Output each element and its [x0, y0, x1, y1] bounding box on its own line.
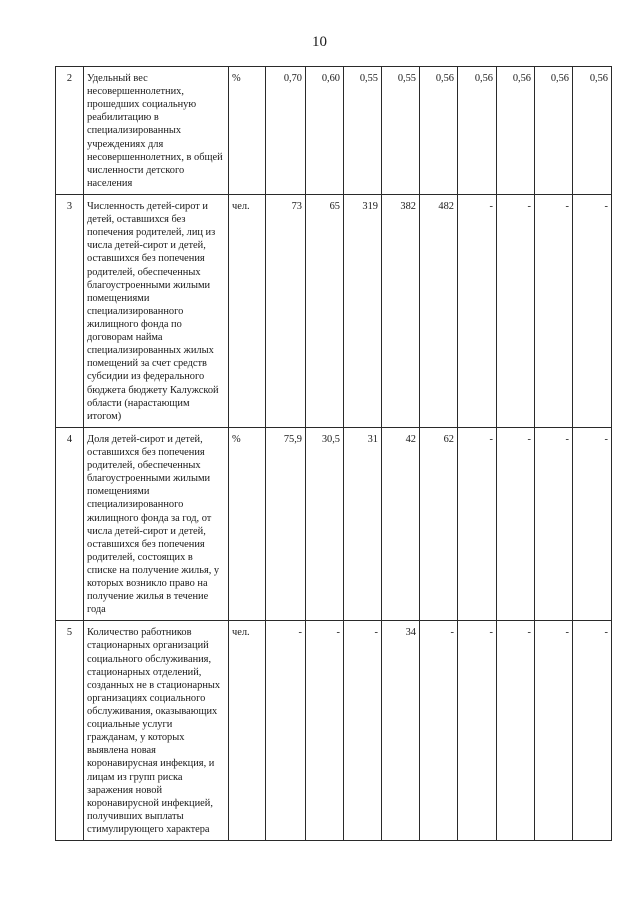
value-cell: 482: [420, 194, 458, 427]
table-body: [56, 67, 612, 841]
value-cell: -: [573, 621, 612, 841]
value-cell: -: [573, 427, 612, 621]
value-cell: 42: [382, 427, 420, 621]
value-cell: 75,9: [266, 427, 306, 621]
unit-cell: чел.: [229, 621, 266, 841]
value-cell: 65: [306, 194, 344, 427]
value-cell: -: [535, 427, 573, 621]
value-cell: 319: [344, 194, 382, 427]
row-number: 5: [56, 621, 84, 841]
value-cell: -: [344, 621, 382, 841]
indicator-name: Количество работников стационарных организаций социального обслуживания, стационарных отделений, созданных не в стационарных организациях социального обслуживания, оказывающих социальные услуги гражданам, у которых выявлена новая коронавирусная инфекция, и лицам из групп риска заражения новой коронавирусной инфекцией, получивших выплаты стимулирующего характера: [84, 621, 229, 841]
indicator-name: Удельный вес несовершеннолетних, прошедших социальную реабилитацию в специализированных учреждениях для несовершеннолетних, в общей численности детского населения: [84, 67, 229, 195]
value-cell: -: [266, 621, 306, 841]
value-cell: 382: [382, 194, 420, 427]
value-cell: -: [535, 194, 573, 427]
value-cell: 0,55: [382, 67, 420, 195]
table-row: [56, 427, 612, 621]
value-cell: -: [458, 621, 497, 841]
value-cell: 30,5: [306, 427, 344, 621]
table-row: [56, 67, 612, 195]
value-cell: 31: [344, 427, 382, 621]
unit-cell: %: [229, 67, 266, 195]
table-row: [56, 194, 612, 427]
unit-cell: чел.: [229, 194, 266, 427]
value-cell: 0,60: [306, 67, 344, 195]
value-cell: -: [497, 194, 535, 427]
row-number: 3: [56, 194, 84, 427]
value-cell: -: [497, 427, 535, 621]
indicators-table: [55, 66, 612, 841]
page-number: 10: [312, 34, 327, 50]
value-cell: -: [573, 194, 612, 427]
row-number: 4: [56, 427, 84, 621]
value-cell: -: [420, 621, 458, 841]
value-cell: 0,56: [497, 67, 535, 195]
value-cell: -: [458, 194, 497, 427]
unit-cell: %: [229, 427, 266, 621]
value-cell: -: [306, 621, 344, 841]
table-row: [56, 621, 612, 841]
value-cell: -: [497, 621, 535, 841]
value-cell: 62: [420, 427, 458, 621]
value-cell: 0,55: [344, 67, 382, 195]
row-number: 2: [56, 67, 84, 195]
value-cell: -: [458, 427, 497, 621]
value-cell: 0,56: [573, 67, 612, 195]
value-cell: 73: [266, 194, 306, 427]
value-cell: 0,56: [420, 67, 458, 195]
value-cell: 0,56: [458, 67, 497, 195]
indicator-name: Доля детей-сирот и детей, оставшихся без попечения родителей, обеспеченных благоустроенными жилыми помещениями специализированного жилищного фонда за год, от числа детей-сирот и детей, оставшихся без попечения родителей, состоящих в списке на получение жилья, у которых возникло право на получение жилья в течение года: [84, 427, 229, 621]
value-cell: 0,70: [266, 67, 306, 195]
value-cell: 0,56: [535, 67, 573, 195]
value-cell: -: [535, 621, 573, 841]
value-cell: 34: [382, 621, 420, 841]
indicator-name: Численность детей-сирот и детей, оставшихся без попечения родителей, лиц из числа детей-сирот и детей, оставшихся без попечения родителей, обеспеченных благоустроенными жилыми помещениями специализированного жилищного фонда по договорам найма специализированных жилых помещений за счет средств субсидии из федерального бюджета бюджету Калужской области (нарастающим итогом): [84, 194, 229, 427]
